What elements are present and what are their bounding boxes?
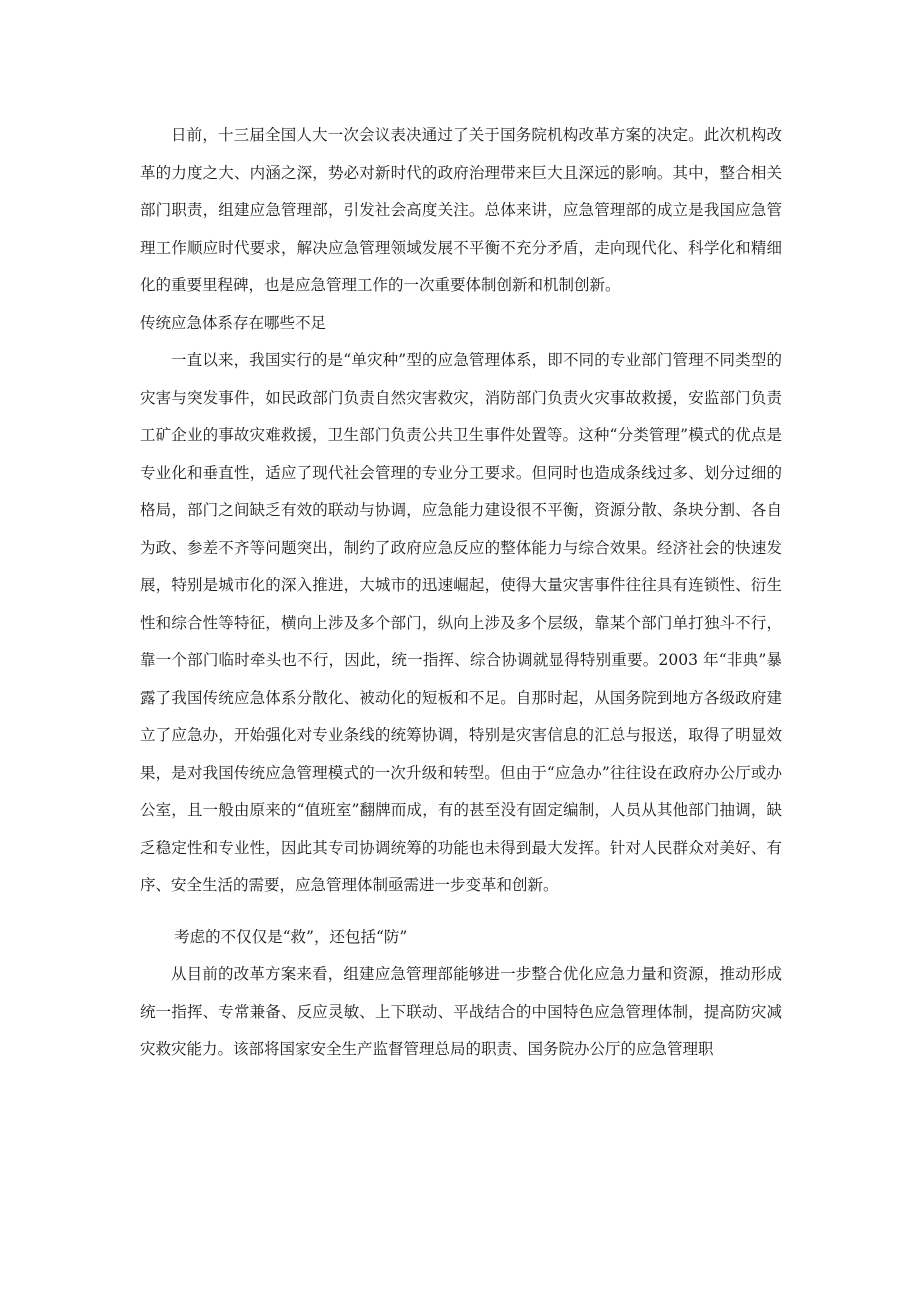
shortcomings-paragraph: 一直以来，我国实行的是“单灾种”型的应急管理体系，即不同的专业部门管理不同类型的灾害与突发事件，如民政部门负责自然灾害救灾，消防部门负责火灾事故救援，安监部门负责工矿企业的事故灾难救援，卫生部门负责公共卫生事件处置等。这种“分类管理”模式的优点是专业化和垂直性，适应了现代社会管理的专业分工要求。但同时也造成条线过多、划分过细的格局，部门之间缺乏有效的联动与协调，应急能力建设很不平衡，资源分散、条块分割、各自为政、参差不齐等问题突出，制约了政府应急反应的整体能力与综合效果。经济社会的快速发展，特别是城市化的深入推进，大城市的迅速崛起，使得大量灾害事件往往具有连锁性、衍生性和综合性等特征，横向上涉及多个部门，纵向上涉及多个层级，靠某个部门单打独斗不行，靠一个部门临时牵头也不行，因此，统一指挥、综合协调就显得特别重要。2003 年“非典”暴露了我国传统应急体系分散化、被动化的短板和不足。自那时起，从国务院到地方各级政府建立了应急办，开始强化对专业条线的统筹协调，特别是灾害信息的汇总与报送，取得了明显效果，是对我国传统应急管理模式的一次升级和转型。但由于“应急办”往往设在政府办公厅或办公室，且一般由原来的“值班室”翻牌而成，有的甚至没有固定编制，人员从其他部门抽调，缺乏稳定性和专业性，因此其专司协调统筹的功能也未得到最大发挥。针对人民群众对美好、有序、安全生活的需要，应急管理体制亟需进一步变革和创新。 [140,351,782,894]
document-body [140,117,782,1069]
section-heading-prevention: 考虑的不仅仅是“救”，还包括“防” [174,927,408,946]
section-heading-shortcomings: 传统应急体系存在哪些不足 [140,313,327,332]
reform-paragraph: 从目前的改革方案来看，组建应急管理部能够进一步整合优化应急力量和资源，推动形成统一指挥、专常兼备、反应灵敏、上下联动、平战结合的中国特色应急管理体制，提高防灾减灾救灾能力。该部将国家安全生产监督管理总局的职责、国务院办公厅的应急管理职 [140,965,782,1058]
intro-paragraph: 日前，十三届全国人大一次会议表决通过了关于国务院机构改革方案的决定。此次机构改革的力度之大、内涵之深，势必对新时代的政府治理带来巨大且深远的影响。其中，整合相关部门职责，组建应急管理部，引发社会高度关注。总体来讲，应急管理部的成立是我国应急管理工作顺应时代要求，解决应急管理领域发展不平衡不充分矛盾，走向现代化、科学化和精细化的重要里程碑，也是应急管理工作的一次重要体制创新和机制创新。 [140,126,782,294]
